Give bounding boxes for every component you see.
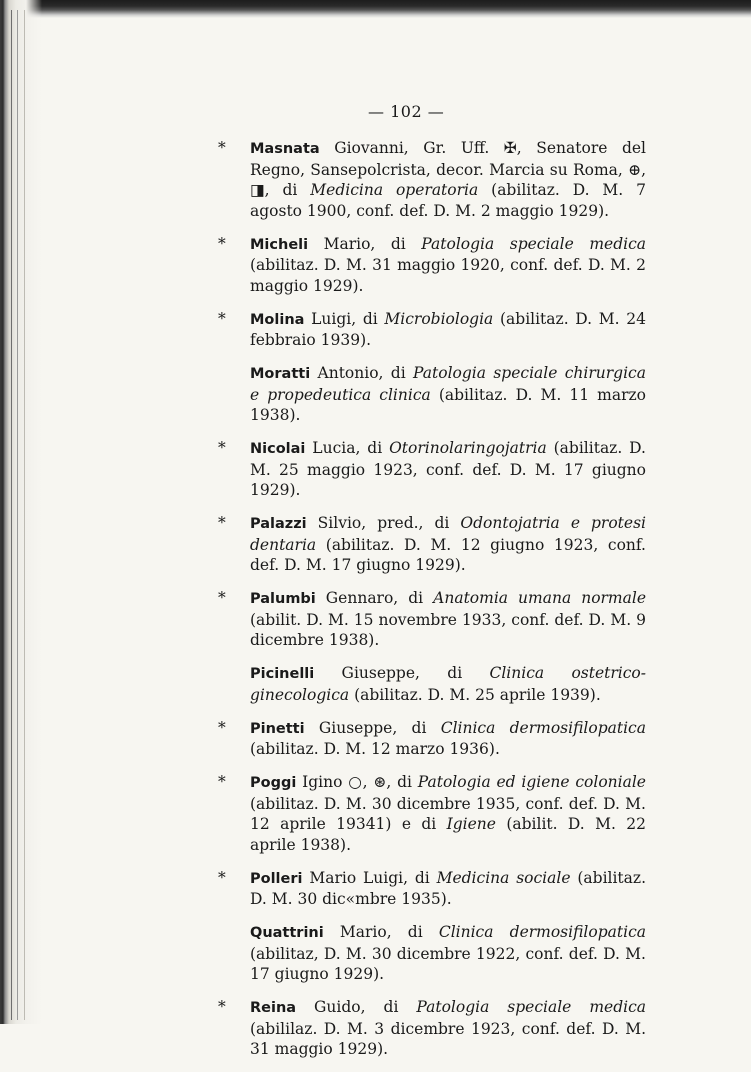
entry-text: (abilitaz. D. M. 30 dic«mbre 1935). — [250, 868, 646, 908]
entry-text: (abilitaz. D. M. 12 giugno 1923, conf. def. D. M. 17 giugno 1929). — [250, 535, 646, 574]
entry-text: (abililaz. D. M. 3 dicembre 1923, conf. def. D. M. 31 maggio 1929). — [250, 1019, 646, 1058]
star-marker: * — [218, 773, 226, 791]
entry-subject: Clinica dermosifilopatica — [440, 718, 646, 737]
entry-surname: Pinetti — [250, 720, 305, 737]
list-entry — [214, 772, 646, 855]
list-entry — [214, 922, 646, 985]
star-marker: * — [218, 139, 226, 157]
entry-subject: Medicina sociale — [436, 868, 571, 887]
entry-text: (abilit. D. M. 15 novembre 1933, conf. def. D. M. 9 dicembre 1938). — [250, 610, 646, 649]
entry-subject: Patologia ed igiene coloniale — [417, 773, 646, 791]
entry-subject: Patologia speciale chirurgica e propedeutica clinica — [250, 364, 646, 404]
entry-text: Luigi, di — [304, 309, 385, 328]
entry-subject: Medicina operatoria — [310, 181, 479, 199]
list-entry — [214, 309, 646, 351]
entry-subject: Clinica ostetrico-ginecologica — [250, 664, 646, 704]
entry-text: Mario, di — [323, 923, 439, 941]
entry-subject: Odontojatria e protesi dentaria — [250, 514, 646, 554]
entry-text: (abilitaz. D. M. 11 marzo 1938). — [250, 385, 646, 424]
star-marker: * — [218, 439, 226, 457]
entry-surname: Quattrini — [250, 925, 324, 941]
entry-subject: Clinica dermosifilopatica — [438, 923, 646, 941]
entry-text: Gennaro, di — [315, 589, 434, 607]
entry-surname: Masnata — [250, 141, 320, 157]
entry-text: Igino ○, ⊛, di — [296, 773, 418, 791]
star-marker: * — [218, 234, 226, 253]
entry-text: (abilitaz. D. M. 31 maggio 1920, conf. def. D. M. 2 maggio 1929). — [250, 256, 646, 295]
entry-text: Mario, di — [308, 234, 422, 253]
entry-surname: Moratti — [250, 366, 311, 382]
list-entry — [214, 438, 646, 501]
page-number: — 102 — — [368, 102, 445, 121]
entry-text: (abilitaz. D. M. 7 agosto 1900, conf. def. D. M. 2 maggio 1929). — [250, 181, 646, 220]
entry-text: Mario Luigi, di — [302, 868, 437, 887]
entry-text: Guido, di — [296, 998, 417, 1016]
faculty-list — [214, 138, 646, 1072]
list-entry — [214, 997, 646, 1060]
entry-subject: Patologia speciale medica — [416, 998, 646, 1016]
entry-text: (abilitaz, D. M. 30 dicembre 1922, conf. def. D. M. 17 giugno 1929). — [250, 944, 646, 983]
entry-subject: Igiene — [446, 815, 496, 833]
entry-surname: Micheli — [250, 236, 309, 253]
entry-surname: Picinelli — [250, 666, 315, 682]
entry-surname: Polleri — [250, 870, 303, 887]
list-entry — [214, 363, 646, 426]
list-entry — [214, 868, 646, 910]
list-entry — [214, 718, 646, 760]
entry-text: (abilitaz. D. M. 30 dicembre 1935, conf. def. D. M. 12 aprile 19341) e di — [250, 794, 646, 833]
entry-text: Giuseppe, di — [304, 718, 441, 737]
entry-surname: Nicolai — [250, 441, 306, 457]
star-marker: * — [218, 589, 226, 607]
entry-text: (abilitaz. D. M. 25 maggio 1923, conf. def. D. M. 17 giugno 1929). — [250, 439, 646, 499]
entry-text: (abilit. D. M. 22 aprile 1938). — [250, 815, 646, 854]
entry-surname: Reina — [250, 1000, 297, 1016]
entry-subject: Microbiologia — [384, 309, 494, 328]
entry-text: (abilitaz. D. M. 25 aprile 1939). — [349, 685, 601, 704]
entry-surname: Molina — [250, 311, 305, 328]
entry-text: Silvio, pred., di — [306, 514, 461, 532]
entry-text: (abilitaz. D. M. 24 febbraio 1939). — [250, 309, 646, 349]
list-entry — [214, 663, 646, 705]
star-marker: * — [218, 309, 226, 328]
star-marker: * — [218, 998, 226, 1016]
entry-text: Giuseppe, di — [314, 664, 490, 682]
star-marker: * — [218, 514, 226, 532]
list-entry — [214, 513, 646, 576]
star-marker: * — [218, 868, 226, 887]
entry-text: (abilitaz. D. M. 12 marzo 1936). — [250, 740, 500, 758]
entry-text: Antonio, di — [310, 364, 414, 382]
star-marker: * — [218, 718, 226, 737]
entry-subject: Otorinolaringojatria — [389, 439, 547, 457]
list-entry — [214, 588, 646, 651]
entry-text: Lucia, di — [305, 439, 390, 457]
entry-subject: Anatomia umana normale — [433, 589, 647, 607]
entry-surname: Palazzi — [250, 516, 307, 532]
entry-surname: Poggi — [250, 775, 297, 791]
list-entry — [214, 138, 646, 221]
entry-surname: Palumbi — [250, 591, 316, 607]
entry-subject: Patologia speciale medica — [421, 234, 646, 253]
entry-text: Giovanni, Gr. Uff. ✠, Senatore del Regno, Sansepolcrista, decor. Marcia su Roma, ⊕, ◨, di — [250, 139, 646, 199]
list-entry — [214, 234, 646, 297]
